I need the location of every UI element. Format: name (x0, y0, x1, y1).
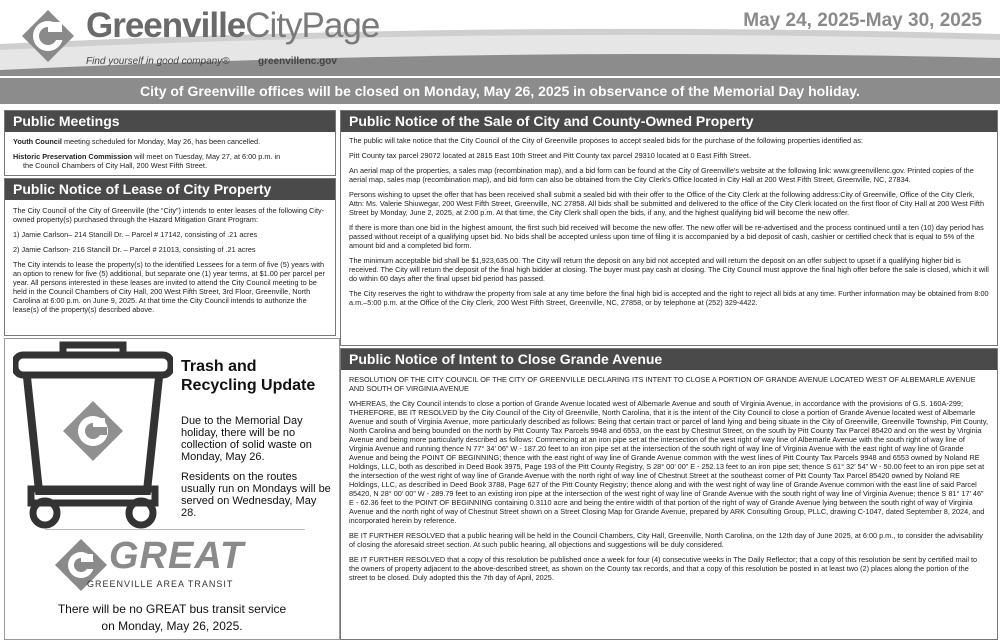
website-link[interactable]: greenvillenc.gov (258, 56, 337, 67)
sale-paragraph: Persons wishing to upset the offer that has been received shall submit a sealed bid with their offer to the Office of the City Clerk at the following address:City of Greenville, Office of the City Clerk, Attn: Ms. Valerie Shiuwegar, 200 West Fifth Street, Greenville, NC 27858. All bids shall be submitted and delivered to the office of the City Clerk located on the first floor of City Hall at 200 West Fifth Street by Monday, June 2, 2025, at 2:00 p.m. At that time, the City Clerk shall open the bids, if any, and the highest qualifying bid will become the new offer. (349, 190, 985, 217)
trash-and-transit-section (4, 338, 340, 640)
meeting-item (13, 152, 327, 170)
lease-paragraph: The City intends to lease the property(s) to the identified Lessees for a term of five (5) years with an option to renew for five (5) additional, but separate one (1) year terms, at $1.00 per parcel per year. All persons interested in these leases are invited to attend the City Council meeting to be held in the Council Chambers of City Hall, 200 West Fifth Street, 3rd Floor, Greenville, North Carolina at 6:00 p.m. on June 9, 2025. At that time the City Council intends to authorize the lease(s) of the property(s) described above. (13, 260, 325, 314)
trash-can-icon (13, 341, 173, 531)
trash-update-title (181, 357, 315, 395)
lease-paragraph: 2) Jamie Carlson- 216 Stancill Dr. – Parcel # 21013, consisting of .21 acres (13, 245, 256, 254)
public-meetings-title: Public Meetings (5, 111, 335, 132)
sale-paragraph: The City reserves the right to withdraw the property from sale at any time before the final high bid is accepted and the right to reject all bids at any time. Further information may be obtained from 8:00 a.m.–5:00 p.m. at the Office of the City Clerk, 200 West Fifth Street, Greenville, NC, 27858, or by telephone at (252) 329-4422. (349, 289, 989, 307)
tagline: Find yourself in good company® (86, 56, 230, 67)
grande-notice-title: Public Notice of Intent to Close Grande Avenue (341, 349, 997, 370)
sale-paragraph: The minimum acceptable bid shall be $1,923,635.00. The City will return the deposit on any bid not accepted and will return the deposit on an offer subject to upset if a qualifying higher bid is received. The City will return the deposit of the final high bidder at closing. The buyer must pay cash at closing. The City Council must approve the final high offer before the sale is closed, which it will do within 60 days after the final upset bid period has passed. (349, 256, 989, 283)
meeting-item-lead: Youth Council (13, 137, 62, 146)
grande-avenue-notice-section (340, 348, 998, 640)
sale-notice-section (340, 110, 998, 346)
sale-paragraph: If there is more than one bid in the highest amount, the first such bid received will become the new offer. The new offer will be re-advertised and the process continued until a ten (10) day period has passed without receipt of a qualifying upset bid. No bids shall be accepted unless upon time of filing it is accompanied by a bid deposit of cash, cashier or certified check that is equal to 5% of the amount bid and a completed bid form. (349, 223, 984, 250)
grande-paragraph: BE IT FURTHER RESOLVED that a copy of this resolution be published once a week for four (4) consecutive weeks in The Daily Reflector; that a copy of this resolution be sent by certified mail to the owners of property adjacent to the above-described street, as shown on the County tax records, and that a copy of this resolution be posted in at least two (2) places along the portion of the street to be closed. Duly adopted this the 7th day of April, 2025. (349, 555, 978, 582)
meeting-item (13, 137, 327, 146)
trash-title-line: Trash and (181, 358, 257, 375)
sale-paragraph: Pitt County tax parcel 29072 located at 2815 East 10th Street and Pitt County tax parcel 29310 located at 0 East Fifth Street. (349, 151, 751, 160)
lease-notice-section (4, 178, 336, 336)
trash-paragraph: Residents on the routes usually run on Mondays will be served on Wednesday, May 28. (181, 471, 331, 519)
brand-suffix: CityPage (245, 6, 380, 45)
trash-update-text (181, 415, 331, 527)
grande-paragraph: WHEREAS, the City Council intends to close a portion of Grande Avenue located west of Albemarle Avenue and south of Virginia Avenue, in accordance with the provisions of G.S. 160A-299; THEREFORE, BE IT RESOLVED by the City Council of the City of Greenville, North Carolina, that it is the intent of the City Council to close a portion of Grande Avenue located west of Albemarle Avenue and south of Virginia Avenue, more particularly described as follows: Being that certain tract or parcel of land lying and being situate in the City of Greenville, Greenville Township, Pitt County, North Carolina and being bounded on the north by Pitt County Tax Parcels 9948 and 6553, on the east by Chestnut Street, on the south by Pitt County Tax Parcel 85420 and on the west by Virginia Avenue and being more particularly described as follows: Commencing at an iron pipe set at the intersection of the west right of way line of Albemarle Avenue with the south right of way line of Virginia Avenue and running thence N 77° 34’ 06” W - 187.20 feet to an iron pipe set at the intersection of the south right of way line of Virginia Avenue with the east right of way line of Grande Avenue and being the POINT OF BEGINNING; thence with the east right of way line of Grande Avenue common with the west lines of Pitt County Tax Parcels 9948 and 6553 owned by Noland RE Holdings, LLC, both as described in Deed Book 3975, Page 193 of the Pitt County Registry, S 28° 00’ 00” E - 252.13 feet to an iron pipe set; thence S 61° 32’ 54” W - 50.00 feet to an iron pipe set at the intersection of the west right of way line of Grande Avenue with the north right of way line of Chestnut Street at the southeast corner of Pitt County Tax Parcel 85420 owned by Noland RE Holdings, LLC, as described in Deed Book 3788, Page 627 of the Pitt County Registry; thence along and with the west right of way line of Grande Avenue common with the east line of said Parcel 85420, N 28° 00’ 00” W - 289.79 feet to an existing iron pipe at the intersection of the west right of way line of Grande Avenue with the south right of way line of Virginia Avenue; thence S 81° 17’ 46” E - 62.36 feet to the POINT OF BEGINNING containing 0.3110 acre and being the entire width of that portion of the right of way of Grande Avenue lying between the south right of way of Virginia Avenue and the north right of way of Chestnut Street shown on a Street Closing Map for Grande Avenue, prepared by ARK Consulting Group, PLLC, drawing C-1047, dated September 8, 2024, and incorporated herein by reference. (349, 399, 988, 525)
great-logo-word: GREAT (109, 535, 245, 577)
masthead (0, 0, 1000, 76)
date-range: May 24, 2025-May 30, 2025 (743, 10, 982, 31)
great-notice-line: on Monday, May 26, 2025. (101, 619, 243, 633)
lease-paragraph: 1) Jamie Carlson– 214 Stancill Dr. – Parcel # 17142, consisting of .21 acres (13, 230, 258, 239)
grande-paragraph: BE IT FURTHER RESOLVED that a public hearing will be held in the Council Chambers, City Hall, Greenville, North Carolina, on the 12th day of June 2025, at 6:00 p.m., to consider the advisability of closing the aforesaid street section. At such public hearing, all objections and suggestions will be duly considered. (349, 531, 983, 549)
brand-main: Greenville (86, 6, 246, 45)
divider (45, 529, 305, 530)
meeting-item-text-line2: the Council Chambers of City Hall, 200 West Fifth Street. (23, 161, 207, 170)
brand-title (86, 6, 379, 46)
lease-paragraph: The City Council of the City of Greenville (the “City”) intends to enter leases of the following City-owned property(s) purchased through the Hazard Mitigation Grant Program: (13, 206, 325, 224)
city-g-logo-icon (20, 8, 76, 64)
great-notice-line: There will be no GREAT bus transit service (57, 602, 287, 616)
trash-title-line: Recycling Update (181, 377, 316, 394)
sale-notice-title: Public Notice of the Sale of City and County-Owned Property (341, 111, 997, 132)
public-meetings-section (4, 110, 336, 176)
meeting-item-text: will meet on Tuesday, May 27, at 6:00 p.m. in (132, 152, 281, 161)
holiday-banner: City of Greenville offices will be closed on Monday, May 26, 2025 in observance of the Memorial Day holiday. (0, 78, 1000, 104)
sale-paragraph: An aerial map of the properties, a sales map (recombination map), and a bid form can be found at the City of Greenville’s website at the following link: www.greenvillenc.gov. Printed copies of the aerial map, sales map (recombination map), and bid form can also be obtained from the City Clerk’s Office located in City Hall at 200 West Fifth Street, Greenville, NC, 27834. (349, 166, 974, 184)
lease-notice-title: Public Notice of Lease of City Property (5, 179, 335, 200)
meeting-item-text: meeting scheduled for Monday, May 26, has been cancelled. (61, 137, 261, 146)
sale-paragraph: The public will take notice that the City Council of the City of Greenville proposes to accept sealed bids for the purchase of the following properties identified as: (349, 136, 863, 145)
meeting-item-lead: Historic Preservation Commission (13, 152, 133, 161)
trash-paragraph: Due to the Memorial Day holiday, there will be no collection of solid waste on Monday, May 26. (181, 415, 312, 463)
great-logo-subtitle: GREENVILLE AREA TRANSIT (87, 579, 234, 589)
grande-paragraph: RESOLUTION OF THE CITY COUNCIL OF THE CITY OF GREENVILLE DECLARING ITS INTENT TO CLOSE A PORTION OF GRANDE AVENUE LOCATED WEST OF ALBEMARLE AVENUE AND SOUTH OF VIRGINIA AVENUE (349, 375, 976, 393)
